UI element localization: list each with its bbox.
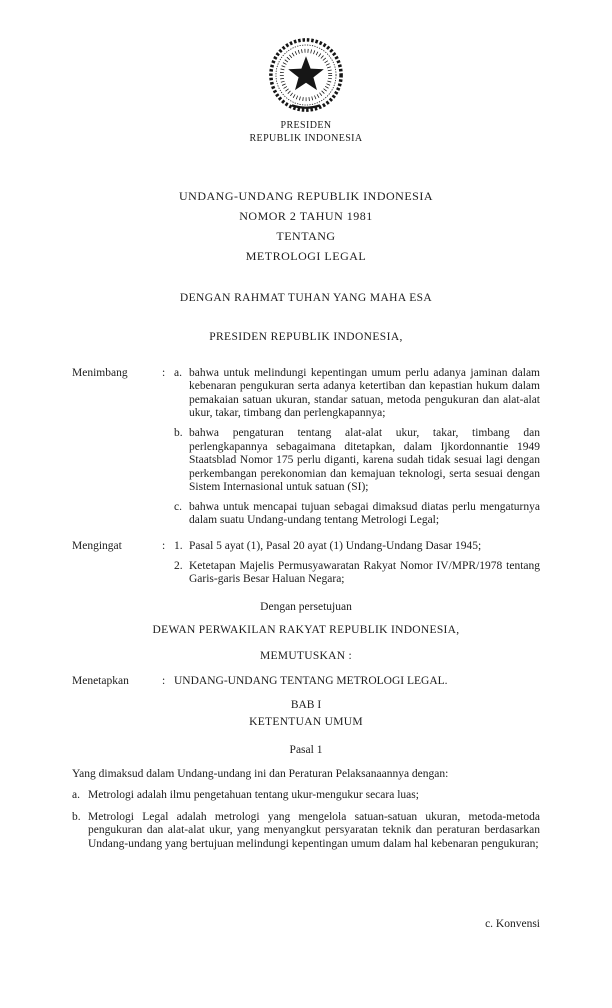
chapter-title: KETENTUAN UMUM [249,716,363,729]
title-line-4: METROLOGI LEGAL [245,249,367,264]
seal-container [72,36,540,114]
chapter-number: BAB I [290,698,322,711]
article-number: Pasal 1 [289,744,323,756]
menetapkan-section [72,675,540,689]
item-marker: b. [174,427,183,439]
memutuskan-line: MEMUTUSKAN : [259,649,353,662]
menimbang-item-a [174,367,540,421]
mengingat-colon: : [162,539,166,552]
article-item-b [72,811,540,852]
article-intro: Yang dimaksud dalam Undang-undang ini dan Peraturan Pelaksanaannya dengan: [72,767,449,780]
title-line-2: NOMOR 2 TAHUN 1981 [239,209,373,224]
item-marker: c. [174,500,182,513]
mengingat-section [72,540,540,587]
menimbang-label: Menimbang [72,366,128,379]
agreement-line: Dengan persetujuan [260,600,352,613]
catchword: c. Konvensi [485,918,540,930]
mengingat-label: Mengingat [72,539,122,552]
menimbang-section [72,367,540,528]
mengingat-items [174,540,540,587]
item-marker: 2. [174,559,183,572]
dpr-line: DEWAN PERWAKILAN RAKYAT REPUBLIK INDONESIA, [152,624,460,637]
article-item-a [72,789,540,803]
president-line: PRESIDEN REPUBLIK INDONESIA, [209,331,403,344]
mengingat-item-2 [174,560,540,587]
item-text: bahwa untuk melindungi kepentingan umum perlu adanya jaminan dalam kebenaran pengukuran serta adanya ketertiban dan kepastian hukum dalam pemakaian satuan ukuran, standar satuan, metoda pengukuran dan alat-alat ukur, takar, timbang dan perlengkapannya; [189,366,540,420]
item-marker: a. [72,789,80,802]
item-marker: 1. [174,539,183,552]
item-marker: b. [72,810,81,823]
presidential-seal-icon [267,36,345,114]
item-text: Ketetapan Majelis Permusyawaratan Rakyat Nomor IV/MPR/1978 tentang Garis-garis Besar Haluan Negara; [189,559,540,586]
grace-line: DENGAN RAHMAT TUHAN YANG MAHA ESA [179,291,433,304]
document-title-block [72,189,540,264]
item-text: Metrologi adalah ilmu pengetahuan tentang ukur-mengukur secara luas; [88,789,419,802]
letterhead [72,120,540,145]
title-line-1: UNDANG-UNDANG REPUBLIK INDONESIA [179,189,433,203]
menetapkan-text: UNDANG-UNDANG TENTANG METROLOGI LEGAL. [174,675,448,688]
item-text: bahwa untuk mencapai tujuan sebagai dimaksud diatas perlu mengaturnya dalam suatu Undang-undang tentang Metrologi Legal; [189,500,540,527]
menimbang-items [174,367,540,528]
menimbang-item-c [174,501,540,528]
item-text: bahwa pengaturan tentang alat-alat ukur, takar, timbang dan perlengkapannya sebagaimana ditetapkan, dalam Ijkordonnantie 1949 Staatsblad Nomor 175 perlu diganti, karena sudah tidak sesuai lagi dengan perkembangan perekonomian dan kemajuan teknologi, serta sesuai dengan Sistem Internasional untuk satuan (SI); [189,427,540,494]
mengingat-item-1 [174,540,540,554]
letterhead-republik-indonesia: REPUBLIK INDONESIA [249,132,363,144]
item-text: Metrologi Legal adalah metrologi yang mengelola satuan-satuan ukuran, metoda-metoda pengukuran dan alat-alat ukur, yang menyangkut persyaratan teknik dan peraturan berdasarkan Undang-undang yang bertujuan melindungi kepentingan umum dalam hal kebenaran pengukuran; [88,810,540,850]
item-text: Pasal 5 ayat (1), Pasal 20 ayat (1) Undang-Undang Dasar 1945; [189,539,482,552]
menetapkan-colon: : [162,675,166,688]
item-marker: a. [174,366,182,379]
letterhead-presiden: PRESIDEN [280,120,332,131]
menimbang-item-b [174,427,540,495]
menetapkan-label: Menetapkan [72,675,129,688]
title-line-3: TENTANG [276,229,336,244]
menimbang-colon: : [162,366,166,379]
